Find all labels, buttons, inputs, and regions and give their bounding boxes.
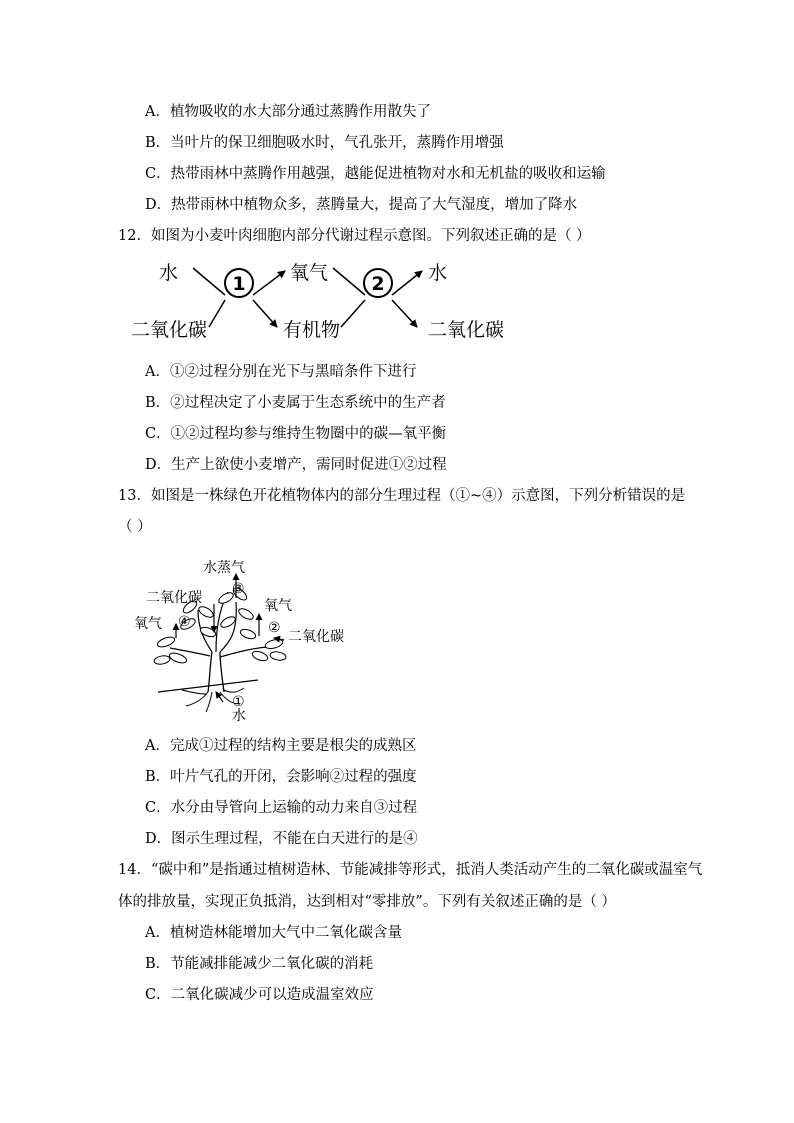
q12-water-out-label: 水 <box>428 262 448 284</box>
q13-oxygen-right-label: 氧气 <box>264 598 292 614</box>
q13-number-3: ③ <box>232 581 245 597</box>
q12-arrow-oxygen <box>253 271 285 295</box>
q13-arrow-water <box>216 692 223 702</box>
q14-stem-line2: 体的排放量，实现正负抵消，达到相对“零排放”。下列有关叙述正确的是（ ） <box>118 894 616 910</box>
q12-option-c: C．①②过程均参与维持生物圈中的碳—氧平衡 <box>145 426 447 442</box>
q12-option-d: D．生产上欲使小麦增产，需同时促进①②过程 <box>145 457 447 473</box>
q12-option-a: A．①②过程分别在光下与黑暗条件下进行 <box>145 364 417 380</box>
q12-arrow-water <box>392 271 422 295</box>
q13-co2-right-label: 二氧化碳 <box>288 629 344 645</box>
q11-option-b: B．当叶片的保卫细胞吸水时，气孔张开，蒸腾作用增强 <box>145 135 504 151</box>
q14-option-a: A．植树造林能增加大气中二氧化碳含量 <box>145 925 402 941</box>
q13-vapor-label: 水蒸气 <box>203 560 245 576</box>
q12-step2-number: 2 <box>371 273 385 295</box>
q13-stem-line2: （ ） <box>118 519 152 535</box>
q13-option-c: C．水分由导管向上运输的动力来自③过程 <box>145 800 418 816</box>
q14-option-b: B．节能减排能减少二氧化碳的消耗 <box>145 956 374 972</box>
q12-step1-number: 1 <box>232 273 246 295</box>
q12-arrow-organic <box>253 300 277 327</box>
q13-number-2: ② <box>268 620 281 636</box>
q13-option-d: D．图示生理过程，不能在白天进行的是④ <box>145 831 418 847</box>
q14-option-c: C．二氧化碳减少可以造成温室效应 <box>145 987 374 1003</box>
q12-option-b: B．②过程决定了小麦属于生态系统中的生产者 <box>145 395 446 411</box>
q12-stem: 12．如图为小麦叶肉细胞内部分代谢过程示意图。下列叙述正确的是（ ） <box>118 228 591 244</box>
q13-water-label: 水 <box>232 708 246 724</box>
q12-oxygen-label: 氧气 <box>290 262 329 284</box>
q12-organic-label: 有机物 <box>283 319 341 341</box>
q12-line-organic <box>341 300 365 327</box>
q13-plant-diagram <box>128 552 368 724</box>
q13-co2-left-label: 二氧化碳 <box>146 590 202 606</box>
q12-arrow-co2 <box>392 300 417 327</box>
q11-option-d: D．热带雨林中植物众多，蒸腾量大，提高了大气湿度，增加了降水 <box>145 197 578 213</box>
q11-option-a: A．植物吸收的水大部分通过蒸腾作用散失了 <box>145 104 431 120</box>
q14-stem-line1: 14．“碳中和”是指通过植树造林、节能减排等形式，抵消人类活动产生的二氧化碳或温室气 <box>118 862 703 878</box>
q12-line-oxygen <box>333 268 365 295</box>
q13-option-a: A．完成①过程的结构主要是根尖的成熟区 <box>145 738 417 754</box>
q13-number-1: ① <box>232 694 245 710</box>
q13-number-4: ④ <box>178 614 191 630</box>
q12-co2-in-label: 二氧化碳 <box>131 319 208 341</box>
q12-co2-out-label: 二氧化碳 <box>428 319 505 341</box>
q13-oxygen-left-label: 氧气 <box>134 616 162 632</box>
q13-stem-line1: 13．如图是一株绿色开花植物体内的部分生理过程（①~④）示意图，下列分析错误的是 <box>118 488 686 504</box>
q13-option-b: B．叶片气孔的开闭，会影响②过程的强度 <box>145 769 417 785</box>
q12-line-co2 <box>209 300 225 327</box>
q11-option-c: C．热带雨林中蒸腾作用越强，越能促进植物对水和无机盐的吸收和运输 <box>145 166 606 182</box>
q12-water-in-label: 水 <box>159 262 179 284</box>
q12-line-water <box>193 268 225 295</box>
q12-metabolism-diagram <box>125 255 545 350</box>
